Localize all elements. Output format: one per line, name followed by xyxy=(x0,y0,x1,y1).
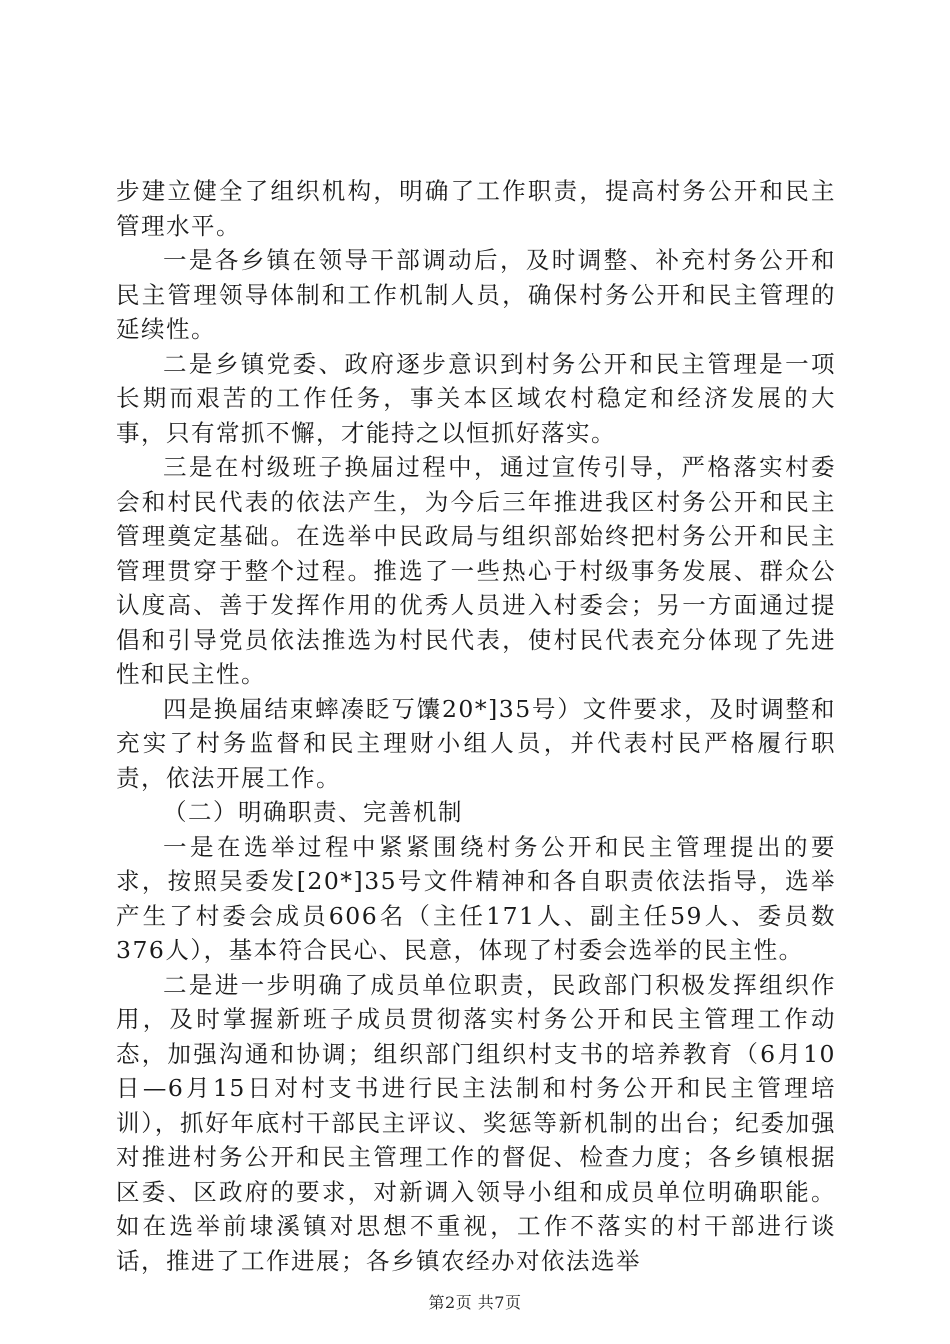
document-body xyxy=(116,174,836,1278)
paragraph-section2-item-2: 二是进一步明确了成员单位职责，民政部门积极发挥组织作用，及时掌握新班子成员贯彻落实村务公开和民主管理工作动态，加强沟通和协调；组织部门组织村支书的培养教育（6月10日—6月15日对村支书进行民主法制和村务公开和民主管理培训），抓好年底村干部民主评议、奖惩等新机制的出台；纪委加强对推进村务公开和民主管理工作的督促、检查力度；各乡镇根据区委、区政府的要求，对新调入领导小组和成员单位明确职能。如在选举前埭溪镇对思想不重视，工作不落实的村干部进行谈话，推进了工作进展；各乡镇农经办对依法选举 xyxy=(116,970,836,1275)
page-number-label: 第2页 共7页 xyxy=(428,1293,522,1312)
paragraph-item-2: 二是乡镇党委、政府逐步意识到村务公开和民主管理是一项长期而艰苦的工作任务，事关本区域农村稳定和经济发展的大事，只有常抓不懈，才能持之以恒抓好落实。 xyxy=(116,349,836,447)
paragraph-section2-item-1: 一是在选举过程中紧紧围绕村务公开和民主管理提出的要求，按照吴委发[20*]35号文件精神和各自职责依法指导，选举产生了村委会成员606名（主任171人、副主任59人、委员数376人），基本符合民心、民意，体现了村委会选举的民主性。 xyxy=(116,832,836,964)
page-footer xyxy=(0,1290,950,1313)
paragraph-item-3: 三是在村级班子换届过程中，通过宣传引导，严格落实村委会和村民代表的依法产生，为今后三年推进我区村务公开和民主管理奠定基础。在选举中民政局与组织部始终把村务公开和民主管理贯穿于整个过程。推选了一些热心于村级事务发展、群众公认度高、善于发挥作用的优秀人员进入村委会；另一方面通过提倡和引导党员依法推选为村民代表，使村民代表充分体现了先进性和民主性。 xyxy=(116,453,836,688)
section-heading: （二）明确职责、完善机制 xyxy=(163,798,463,826)
paragraph-item-1: 一是各乡镇在领导干部调动后，及时调整、补充村务公开和民主管理领导体制和工作机制人员，确保村务公开和民主管理的延续性。 xyxy=(116,246,836,343)
paragraph-item-4: 四是换届结束蟀凑眨丂馕20*]35号）文件要求，及时调整和充实了村务监督和民主理财小组人员，并代表村民严格履行职责，依法开展工作。 xyxy=(116,694,836,792)
paragraph-continuation: 步建立健全了组织机构，明确了工作职责，提高村务公开和民主管理水平。 xyxy=(116,177,836,240)
